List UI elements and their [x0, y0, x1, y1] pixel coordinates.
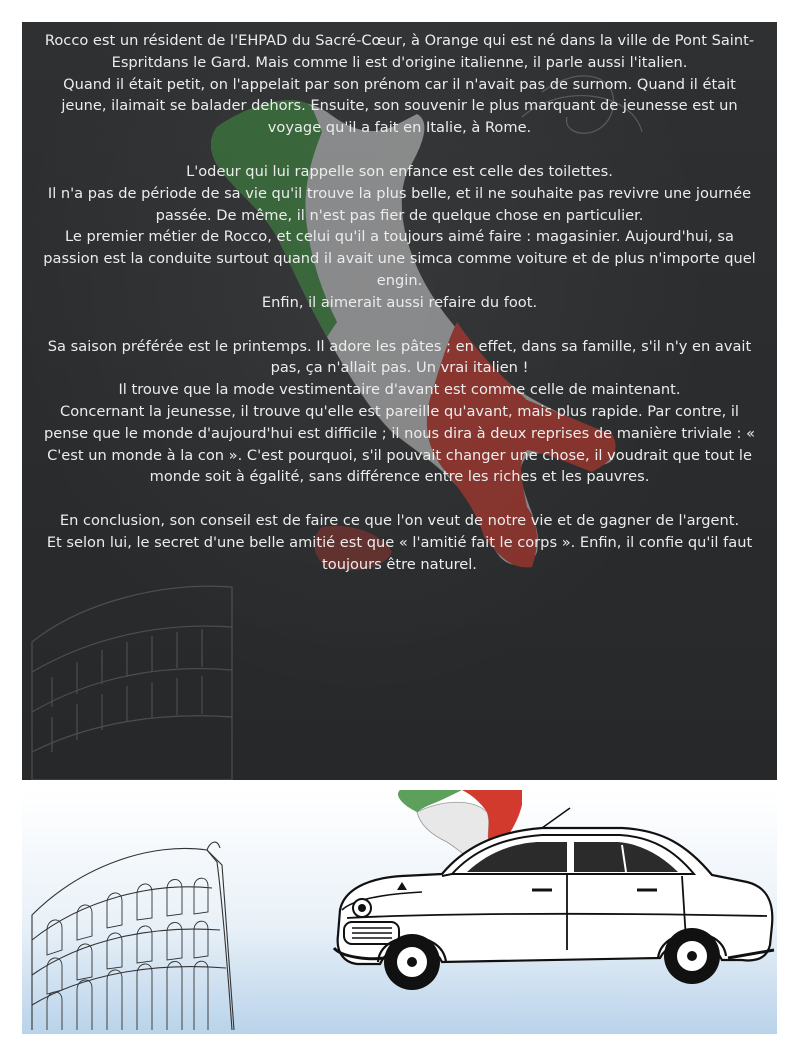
paragraph: Le premier métier de Rocco, et celui qu'il a toujours aimé faire : magasinier. Aujourd'hui, sa passion est la conduite surtout quand il avait une simca comme voiture et de plus n'importe quel engin. — [43, 228, 756, 289]
paragraph: En conclusion, son conseil est de faire ce que l'on veut de notre vie et de gagner de l'argent. — [59, 512, 740, 530]
article-text — [22, 30, 777, 576]
vintage-car-simca — [334, 808, 774, 990]
paragraph: Concernant la jeunesse, il trouve qu'elle est pareille qu'avant, mais plus rapide. Par contre, il pense que le monde d'aujourd'hui est difficile ; il nous dira à deux reprises de manière triviale : « C'est un monde à la con ». C'est pourquoi, s'il pouvait changer une chose, il voudrait que tout le monde soit à égalité, sans différence entre les riches et les pauvres. — [43, 402, 756, 486]
colosseum-sketch — [32, 842, 234, 1030]
paragraph: Rocco est un résident de l'EHPAD du Sacré-Cœur, à Orange qui est né dans la ville de Pont Saint-Espritdans le Gard. Mais comme li est d'origine italienne, il parle aussi l'italien. — [44, 32, 755, 71]
illustration-panel — [22, 790, 777, 1034]
paragraph: Enfin, il aimerait aussi refaire du foot. — [261, 293, 538, 311]
colosseum-sketch — [32, 586, 232, 780]
paragraph: Sa saison préférée est le printemps. Il adore les pâtes ; en effet, dans sa famille, s'il n'y en avait pas, ça n'allait pas. Un vrai italien ! — [47, 337, 752, 377]
paragraph: Et selon lui, le secret d'une belle amitié est que « l'amitié fait le corps ». Enfin, il confie qu'il faut toujours être naturel. — [46, 533, 753, 573]
paragraph-gap — [22, 139, 777, 161]
footer-illustration — [22, 790, 777, 1034]
paragraph: L'odeur qui lui rappelle son enfance est celle des toilettes. — [186, 162, 613, 180]
paragraph-gap — [22, 314, 777, 336]
paragraph: Quand il était petit, on l'appelait par son prénom car il n'avait pas de surnom. Quand il était jeune, ilaimait se balader dehors. Ensuite, son souvenir le plus marquant de jeunesse est un voyage qu'il a fait en Italie, à Rome. — [61, 75, 738, 137]
text-panel — [22, 22, 777, 780]
paragraph: Il trouve que la mode vestimentaire d'avant est comme celle de maintenant. — [118, 381, 681, 399]
paragraph: Il n'a pas de période de sa vie qu'il trouve la plus belle, et il ne souhaite pas revivre une journée passée. De même, il n'est pas fier de quelque chose en particulier. — [47, 184, 752, 224]
paragraph-gap — [22, 488, 777, 510]
